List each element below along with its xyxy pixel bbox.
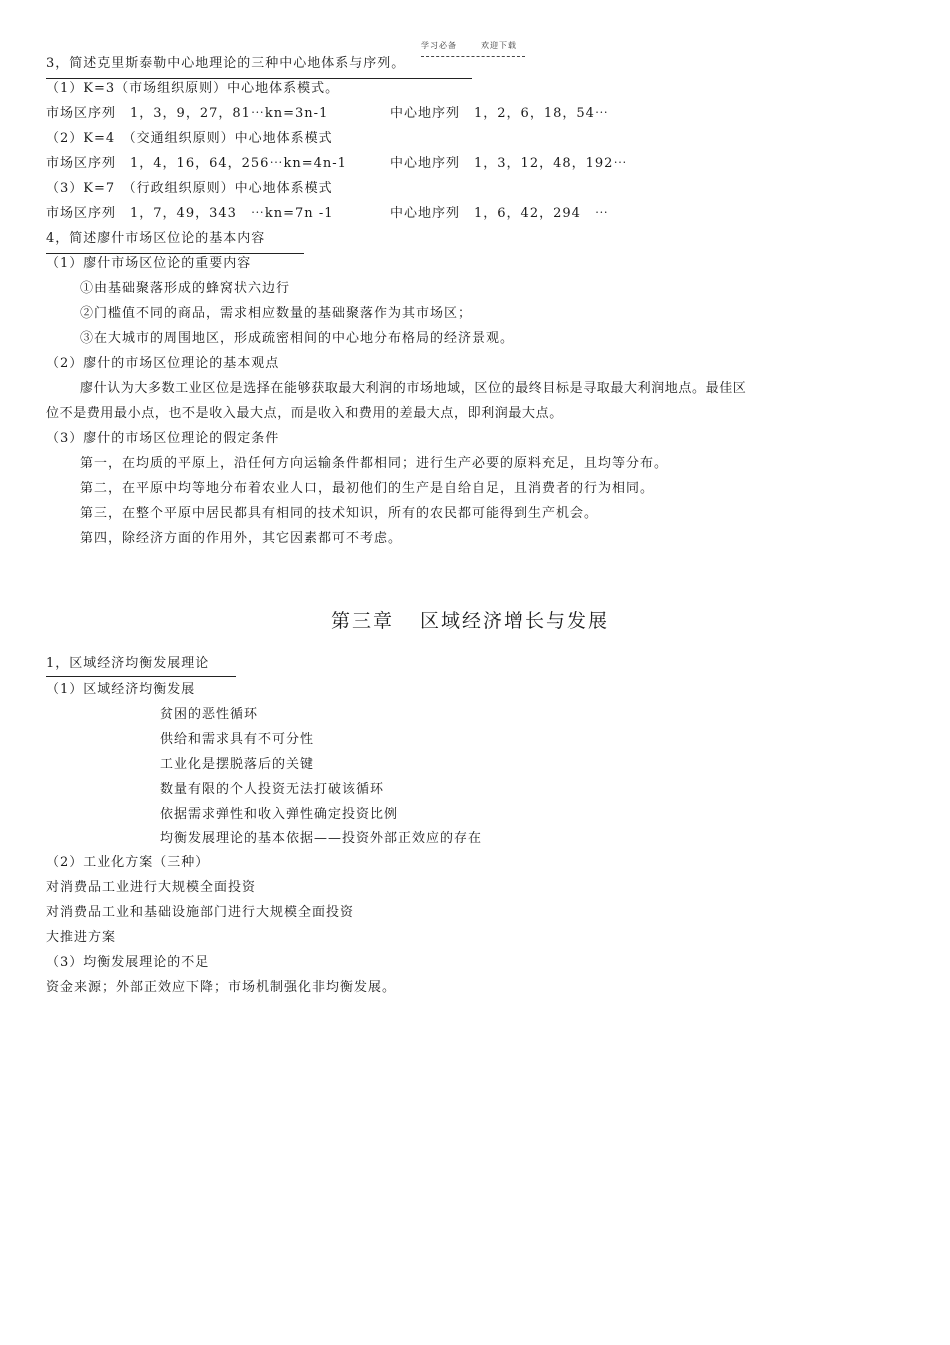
page-header [421,40,517,51]
q3-model3-center-seq: 中心地序列 1，6，42，294 ⋯ [390,206,609,221]
header-left-text: 学习必备 [421,41,457,50]
header-right-text: 欢迎下载 [481,41,517,50]
header-dashed-rule [421,56,525,57]
q4-s1-item: ②门槛值不同的商品，需求相应数量的基础聚落作为其市场区； [80,306,473,321]
q4-s1-title: （1）廖什市场区位论的重要内容 [46,256,252,271]
q4-s3-item: 第一，在均质的平原上，沿任何方向运输条件都相同；进行生产必要的原料充足，且均等分布。 [80,456,669,471]
q4-s3-item: 第三，在整个平原中居民都具有相同的技术知识，所有的农民都可能得到生产机会。 [80,506,599,521]
c1-s1-item: 依据需求弹性和收入弹性确定投资比例 [160,807,399,822]
c1-s2-item: 对消费品工业进行大规模全面投资 [46,880,257,895]
c1-s1-title: （1）区域经济均衡发展 [46,682,196,697]
q4-title: 4，简述廖什市场区位论的基本内容 [46,231,266,246]
q4-s1-item: ③在大城市的周围地区，形成疏密相间的中心地分布格局的经济景观。 [80,331,515,346]
q4-s3-title: （3）廖什的市场区位理论的假定条件 [46,431,280,446]
chapter-number: 第三章 [331,610,395,632]
c1-s1-item: 数量有限的个人投资无法打破该循环 [160,782,385,797]
c1-underline [46,676,236,677]
c1-title: 1，区域经济均衡发展理论 [46,656,210,671]
q4-underline [46,253,304,254]
chapter-heading [331,610,609,632]
c1-s2-item: 大推进方案 [46,930,117,945]
c1-s3-text: 资金来源；外部正效应下降；市场机制强化非均衡发展。 [46,980,397,995]
c1-s1-item: 贫困的恶性循环 [160,707,259,722]
q3-model1-market-seq: 市场区序列 1，3，9，27，81⋯kn=3n-1 [46,106,329,121]
q4-s2-title: （2）廖什的市场区位理论的基本观点 [46,356,280,371]
c1-s2-title: （2）工业化方案（三种） [46,855,210,870]
q3-model3-market-seq: 市场区序列 1，7，49，343 ⋯kn=7n -1 [46,206,334,221]
c1-s2-item: 对消费品工业和基础设施部门进行大规模全面投资 [46,905,355,920]
q3-model1-center-seq: 中心地序列 1，2，6，18，54⋯ [390,106,609,121]
chapter-title: 区域经济增长与发展 [420,610,610,632]
c1-s1-item: 均衡发展理论的基本依据——投资外部正效应的存在 [160,831,483,846]
q3-model2-center-seq: 中心地序列 1，3，12，48，192⋯ [390,156,628,171]
c1-s3-title: （3）均衡发展理论的不足 [46,955,210,970]
q3-model2-title: （2）K=4 （交通组织原则）中心地体系模式 [46,131,333,146]
q4-s1-item: ①由基础聚落形成的蜂窝状六边行 [80,281,291,296]
q3-model3-title: （3）K=7 （行政组织原则）中心地体系模式 [46,181,333,196]
q3-title: 3，简述克里斯泰勒中心地理论的三种中心地体系与序列。 [46,56,406,71]
q3-model1-title: （1）K=3（市场组织原则）中心地体系模式。 [46,81,340,96]
q4-s2-paragraph-line1: 廖什认为大多数工业区位是选择在能够获取最大利润的市场地域，区位的最终目标是寻取最大利润地点。最佳区 [80,381,747,396]
q3-underline [46,78,472,79]
c1-s1-item: 供给和需求具有不可分性 [160,732,315,747]
c1-s1-item: 工业化是摆脱落后的关键 [160,757,315,772]
q4-s3-item: 第四，除经济方面的作用外，其它因素都可不考虑。 [80,531,403,546]
q3-model2-market-seq: 市场区序列 1，4，16，64，256⋯kn=4n-1 [46,156,347,171]
q4-s2-paragraph-line2: 位不是费用最小点，也不是收入最大点，而是收入和费用的差最大点，即利润最大点。 [46,406,563,421]
q4-s3-item: 第二，在平原中均等地分布着农业人口，最初他们的生产是自给自足，且消费者的行为相同。 [80,481,655,496]
